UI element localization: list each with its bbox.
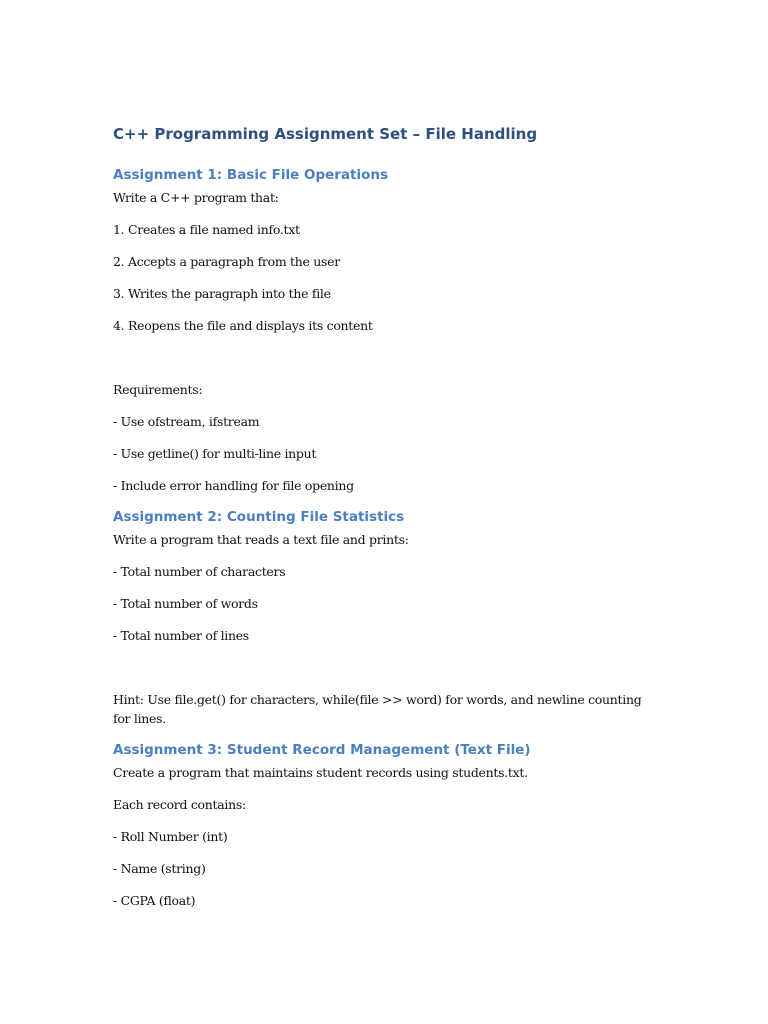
assignment-3-record-label: Each record contains: — [113, 797, 246, 812]
list-item: 3. Writes the paragraph into the file — [113, 286, 331, 301]
assignment-1-requirements-label: Requirements: — [113, 382, 203, 397]
assignment-3-fields — [113, 827, 673, 910]
list-item: - Name (string) — [113, 861, 206, 876]
assignment-1-section — [113, 166, 673, 495]
list-item: - Roll Number (int) — [113, 829, 228, 844]
list-item: 1. Creates a file named info.txt — [113, 222, 300, 237]
assignment-1-intro: Write a C++ program that: — [113, 190, 279, 205]
list-item: - Total number of words — [113, 596, 258, 611]
list-item: 4. Reopens the file and displays its content — [113, 318, 373, 333]
list-item: - CGPA (float) — [113, 893, 196, 908]
list-item: - Total number of characters — [113, 564, 286, 579]
assignment-2-items — [113, 562, 673, 645]
document-page — [113, 124, 673, 923]
assignment-2-intro: Write a program that reads a text file and prints: — [113, 532, 409, 547]
list-item: 2. Accepts a paragraph from the user — [113, 254, 340, 269]
list-item: - Total number of lines — [113, 628, 249, 643]
assignment-1-heading: Assignment 1: Basic File Operations — [113, 167, 389, 183]
assignment-2-hint: Hint: Use file.get() for characters, while(file >> word) for words, and newline counting for lines. — [113, 692, 642, 726]
list-item: - Include error handling for file opening — [113, 478, 354, 493]
assignment-1-requirements — [113, 412, 673, 495]
assignment-3-intro: Create a program that maintains student records using students.txt. — [113, 765, 528, 780]
assignment-2-heading: Assignment 2: Counting File Statistics — [113, 509, 405, 525]
assignment-3-section — [113, 741, 673, 910]
assignment-3-heading: Assignment 3: Student Record Management (Text File) — [113, 742, 531, 758]
list-item: - Use ofstream, ifstream — [113, 414, 260, 429]
spacer — [113, 348, 673, 380]
assignment-1-steps — [113, 220, 673, 335]
document-title: C++ Programming Assignment Set – File Handling — [113, 125, 538, 143]
assignment-2-section — [113, 508, 673, 728]
spacer — [113, 658, 673, 690]
list-item: - Use getline() for multi-line input — [113, 446, 317, 461]
